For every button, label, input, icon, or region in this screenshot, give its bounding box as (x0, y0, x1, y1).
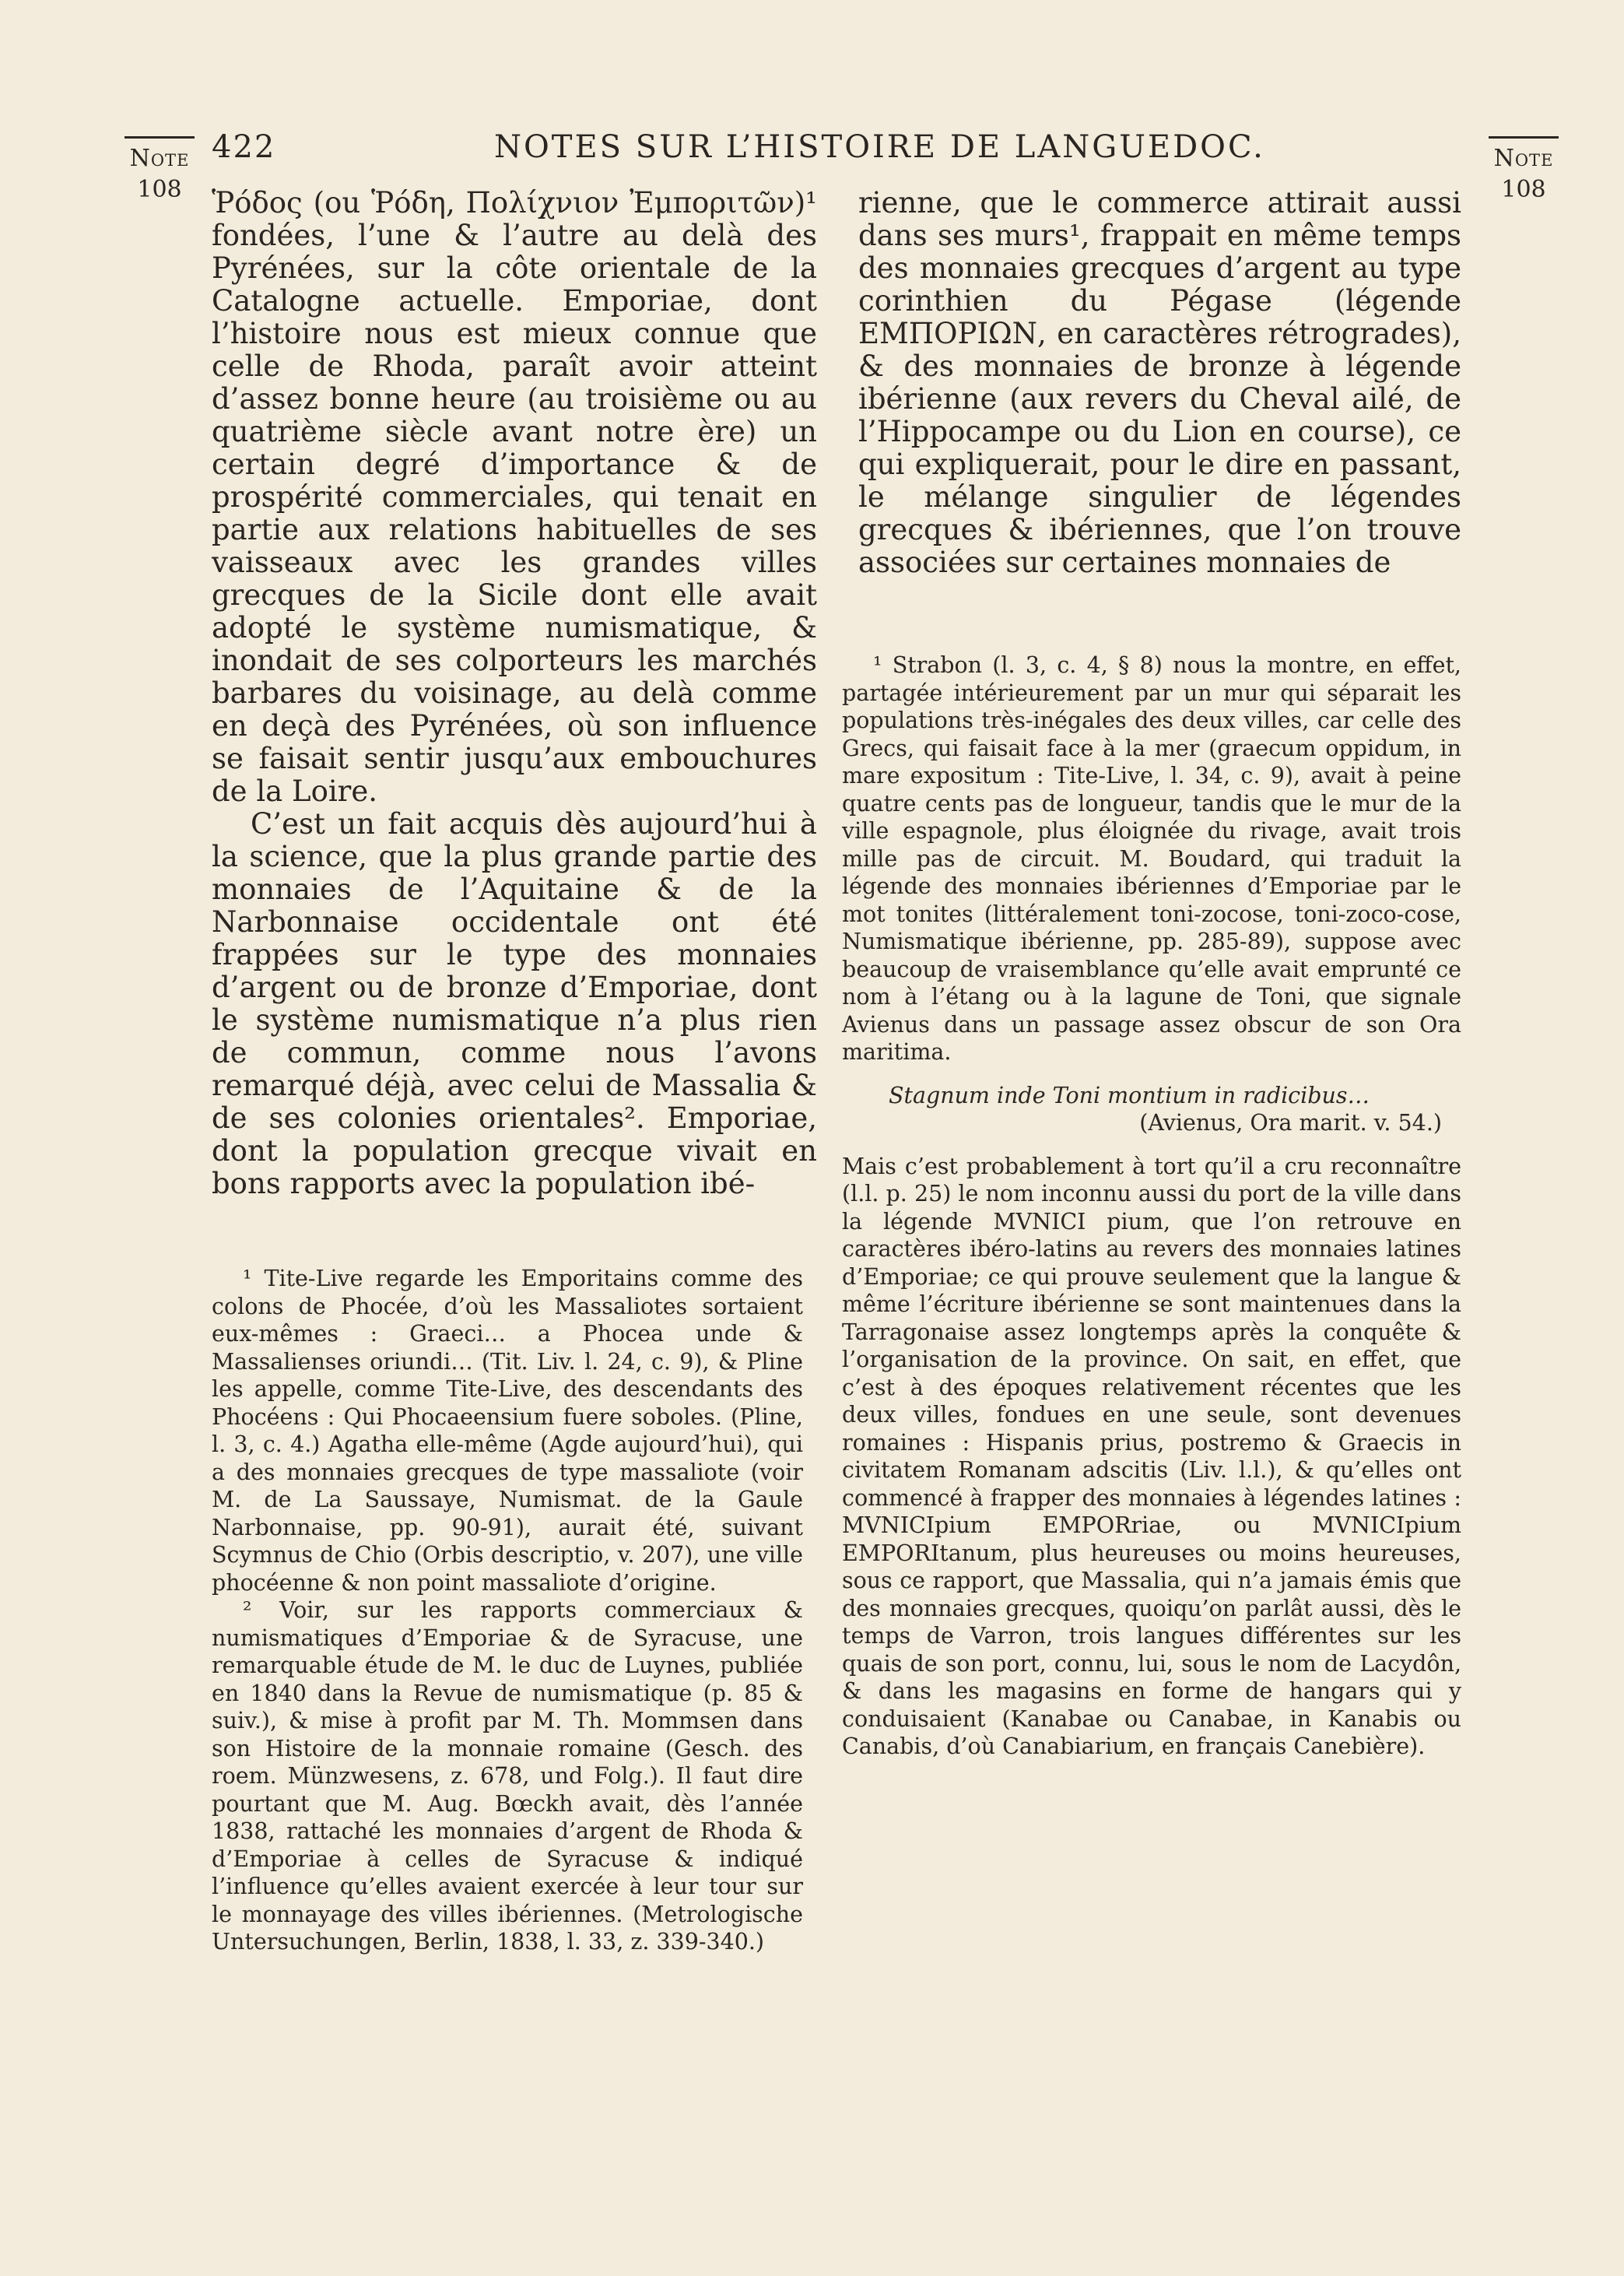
margin-note-right (1489, 136, 1559, 205)
margin-rule (1489, 136, 1559, 139)
page-number: 422 (212, 129, 276, 165)
body-paragraph: rienne, que le commerce attirait aussi dans ses murs¹, frappait en même temps des monnaies grecques d’argent au type corinthien du Pégase (légende ΕΜΠΟΡΙΩΝ, en caractères rétrogrades), & des monnaies de bronze à légende ibérienne (aux revers du Cheval ailé, de l’Hippocampe ou du Lion en course), ce qui expliquerait, pour le dire en passant, le mélange singulier de légendes grecques & ibériennes, que l’on trouve associées sur certaines monnaies de (858, 186, 1461, 579)
footnote: ² Voir, sur les rapports commerciaux & numismatiques d’Emporiae & de Syracuse, une remarquable étude de M. le duc de Luynes, publiée en 1840 dans la Revue de numismatique (p. 85 & suiv.), & mise à profit par M. Th. Mommsen dans son Histoire de la monnaie romaine (Gesch. des roem. Münzwesens, z. 678, und Folg.). Il faut dire pourtant que M. Aug. Bœckh avait, dès l’année 1838, rattaché les monnaies d’argent de Rhoda & d’Emporiae à celles de Syracuse & indiqué l’influence qu’elles avaient exercée à leur tour sur le monnayage des villes ibériennes. (Metrologische Untersuchungen, Berlin, 1838, l. 33, z. 339-340.) (212, 1597, 803, 1955)
margin-note-label: Note (1493, 145, 1554, 172)
margin-rule (125, 136, 195, 139)
left-column-footnotes (212, 1265, 803, 1956)
quotation-source: (Avienus, Ora marit. v. 54.) (1139, 1110, 1442, 1136)
footnote-continuation: Mais c’est probablement à tort qu’il a cru reconnaître (l.l. p. 25) le nom inconnu aussi du port de la ville dans la légende MVNICI pium, que l’on retrouve en caractères ibéro-latins au revers des monnaies latines d’Emporiae; ce qui prouve seulement que la langue & même l’écriture ibérienne se sont maintenues dans la Tarragonaise assez longtemps après la conquête & l’organisation de la province. On sait, en effet, que c’est à des époques relativement récentes que les deux villes, fondues en une seule, sont devenues romaines : Hispanis prius, postremo & Graecis in civitatem Romanam adscitis (Liv. l.l.), & qu’elles ont commencé à frapper des monnaies à légendes latines : MVNICIpium EMPORriae, ou MVNICIpium EMPORItanum, plus heureuses ou moins heureuses, sous ce rapport, que Massalia, qui n’a jamais émis que des monnaies grecques, quoiqu’on parlât aussi, dès le temps de Varron, trois langues différentes sur les quais de son port, connu, lui, sous le nom de Lacydôn, & dans les magasins en forme de hangars qui y conduisaient (Kanabae ou Canabae, in Kanabis ou Canabis, d’où Canabiarium, en français Canebière). (842, 1153, 1461, 1759)
running-head: NOTES SUR L’HISTOIRE DE LANGUEDOC. (494, 129, 1265, 165)
body-paragraph: Ῥόδος (ou Ῥόδη, Πολίχνιον Ἐμποριτῶν)¹ fondées, l’une & l’autre au delà des Pyrénées, sur la côte orientale de la Catalogne actuelle. Emporiae, dont l’histoire nous est mieux connue que celle de Rhoda, paraît avoir atteint d’assez bonne heure (au troisième ou au quatrième siècle avant notre ère) un certain degré d’importance & de prospérité commerciales, qui tenait en partie aux relations habituelles de ses vaisseaux avec les grandes villes grecques de la Sicile dont elle avait adopté le système numismatique, & inondait de ses colporteurs les marchés barbares du voisinage, au delà comme en deçà des Pyrénées, où son influence se faisait sentir jusqu’aux embouchures de la Loire. (212, 186, 817, 808)
verse-quotation: Stagnum inde Toni montium in radicibus… (889, 1082, 1370, 1108)
body-paragraph: C’est un fait acquis dès aujourd’hui à la science, que la plus grande partie des monnaies de l’Aquitaine & de la Narbonnaise occidentale ont été frappées sur le type des monnaies d’argent ou de bronze d’Emporiae, dont le système numismatique n’a plus rien de commun, comme nous l’avons remarqué déjà, avec celui de Massalia & de ses colonies orientales². Emporiae, dont la population grecque vivait en bons rapports avec la population ibé- (212, 807, 817, 1200)
footnote: ¹ Tite-Live regarde les Emporitains comme des colons de Phocée, d’où les Massaliotes sortaient eux-mêmes : Graeci… a Phocea unde & Massalienses oriundi… (Tit. Liv. l. 24, c. 9), & Pline les appelle, comme Tite-Live, des descendants des Phocéens : Qui Phocaeensium fuere soboles. (Pline, l. 3, c. 4.) Agatha elle-même (Agde aujourd’hui), qui a des monnaies grecques de type massaliote (voir M. de La Saussaye, Numismat. de la Gaule Narbonnaise, pp. 90-91), aurait été, suivant Scymnus de Chio (Orbis descriptio, v. 207), une ville phocéenne & non point massaliote d’origine. (212, 1266, 803, 1596)
left-column-body (212, 187, 817, 1234)
margin-note-number: 108 (137, 176, 182, 203)
margin-note-left (125, 136, 195, 205)
footnote: ¹ Strabon (l. 3, c. 4, § 8) nous la montre, en effet, partagée intérieurement par un mur qui séparait les populations très-inégales des deux villes, car celle des Grecs, qui faisait face à la mer (graecum oppidum, in mare expositum : Tite-Live, l. 34, c. 9), avait à peine quatre cents pas de longueur, tandis que le mur de la ville espagnole, plus éloignée du rivage, avait trois mille pas de circuit. M. Boudard, qui traduit la légende des monnaies ibériennes d’Emporiae par le mot tonites (littéralement toni-zocose, toni-zoco-cose, Numismatique ibérienne, pp. 285-89), suppose avec beaucoup de vraisemblance qu’elle avait emprunté ce nom à l’étang ou à la lagune de Toni, que signale Avienus dans un passage assez obscur de son Ora maritima. (842, 652, 1461, 1065)
right-column-body (858, 187, 1461, 579)
spacer (842, 1137, 1461, 1153)
margin-note-label: Note (129, 145, 190, 172)
margin-note-number: 108 (1501, 176, 1546, 203)
right-column-footnotes (842, 652, 1461, 1761)
